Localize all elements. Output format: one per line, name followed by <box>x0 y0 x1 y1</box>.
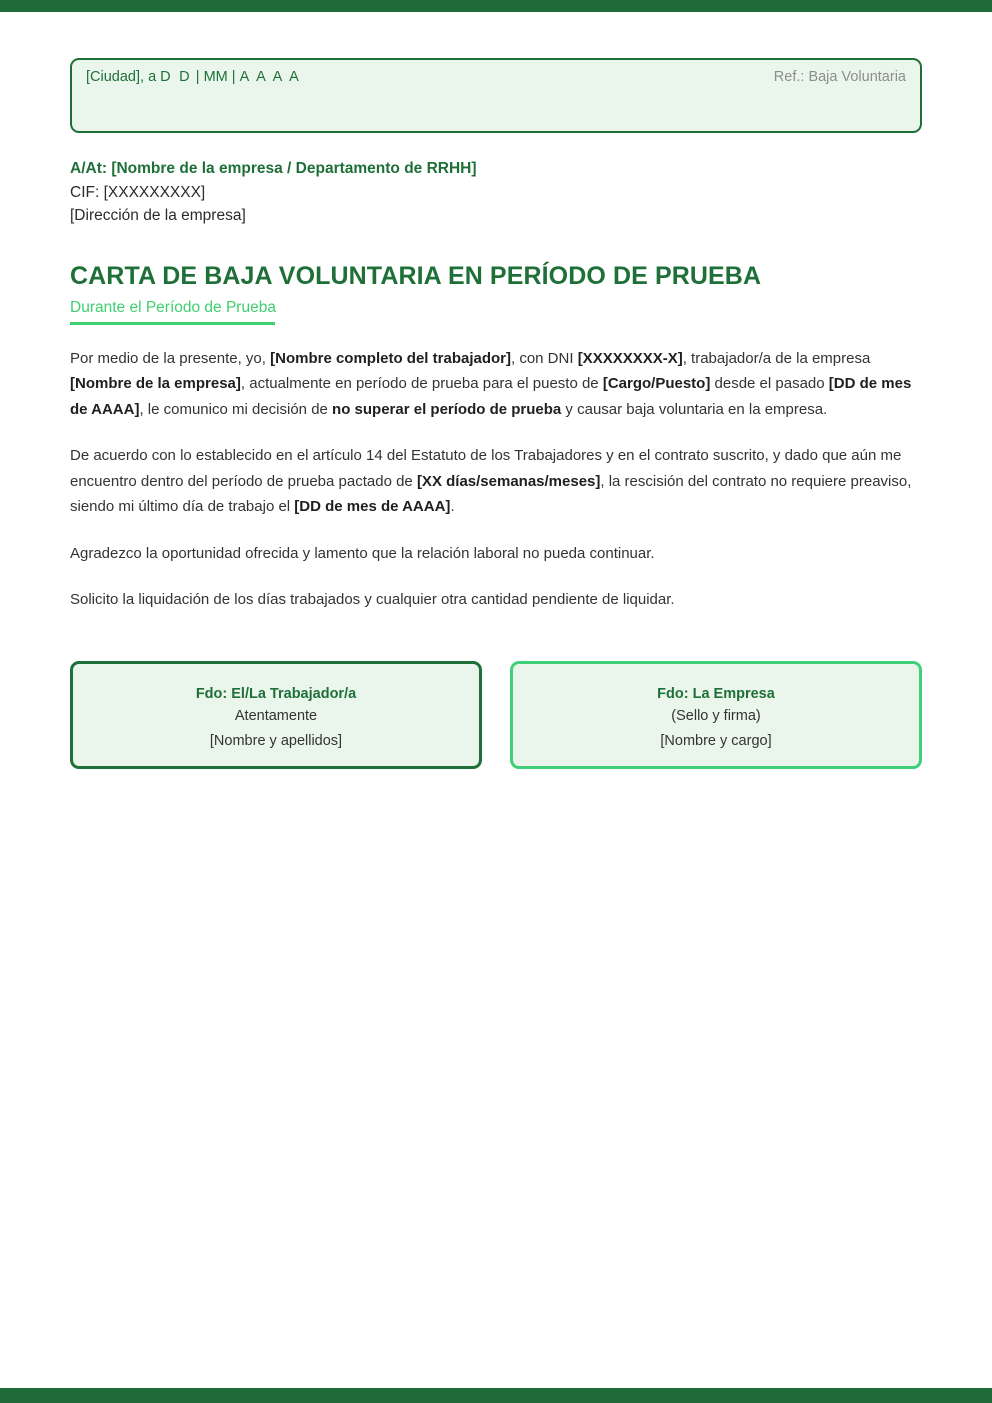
body-text-run: , trabajador/a de la empresa <box>682 349 871 367</box>
body-text-run: Solicito la liquidación de los días trabajados y cualquier otra cantidad pendiente de liquidar. <box>70 591 675 608</box>
body-text-run: y causar baja voluntaria en la empresa. <box>561 400 828 418</box>
signature-company-line-1: (Sello y firma) <box>671 707 761 724</box>
signature-worker-title: Fdo: El/La Trabajador/a <box>195 685 357 702</box>
page-top-bar <box>0 0 992 12</box>
body-text-run: Por medio de la presente, yo, <box>70 349 271 367</box>
page-bottom-bar <box>0 1388 992 1403</box>
placeholder-text: [Nombre completo del trabajador] <box>270 349 511 367</box>
placeholder-text: [Cargo/Puesto] <box>602 375 711 392</box>
letter-body <box>70 346 922 613</box>
placeholder-text: [XXXXXXXX-X] <box>577 349 683 367</box>
recipient-company-line: A/At: [Nombre de la empresa / Departamento de RRHH] <box>70 160 477 177</box>
placeholder-text: [DD de mes de AAAA] <box>294 498 451 515</box>
body-text-run: De acuerdo con lo establecido en el artículo 14 del Estatuto de los Trabajadores y en el contrato suscrito, y dado que aún me encuentro dentro del período de prueba pactado de <box>70 447 902 490</box>
reference-label: Ref.: Baja Voluntaria <box>773 69 906 85</box>
page-subtitle: Durante el Período de Prueba <box>70 298 276 316</box>
body-text-run: , le comunico mi decisión de <box>139 400 333 418</box>
date-separator-2: | <box>227 69 240 85</box>
placeholder-text: [XX días/semanas/meses] <box>416 472 601 490</box>
paragraph-p4 <box>70 587 922 613</box>
page-title: CARTA DE BAJA VOLUNTARIA EN PERÍODO DE PRUEBA <box>70 261 762 290</box>
recipient-address-line: [Dirección de la empresa] <box>70 207 246 224</box>
signature-box-worker <box>70 661 482 769</box>
signature-worker-line-1: Atentamente <box>234 707 318 724</box>
signature-worker-line-2: [Nombre y apellidos] <box>209 732 343 749</box>
date-line <box>86 68 301 86</box>
paragraph-p1 <box>70 346 922 423</box>
placeholder-text: [Nombre de la empresa] <box>70 375 241 392</box>
date-year-placeholder: A A A A <box>239 69 301 85</box>
body-text-run: desde el pasado <box>710 375 829 392</box>
body-text-run: Agradezco la oportunidad ofrecida y lamento que la relación laboral no pueda continuar. <box>70 544 655 562</box>
paragraph-p3 <box>70 541 922 567</box>
signature-company-line-2: [Nombre y cargo] <box>660 732 772 749</box>
date-month-placeholder: MM <box>203 69 228 85</box>
body-text-run: , con DNI <box>511 349 578 367</box>
document-sheet <box>0 12 992 769</box>
date-city-prefix: [Ciudad], a <box>86 69 161 85</box>
body-text-run: . <box>450 498 455 515</box>
body-text-run: , actualmente en período de prueba para el puesto de <box>240 375 603 392</box>
paragraph-p2 <box>70 443 922 520</box>
placeholder-text: [DD de mes de AAAA] <box>70 375 912 418</box>
body-text-run: , la rescisión del contrato no requiere preaviso, siendo mi último día de trabajo el <box>70 472 912 515</box>
subtitle-underline <box>70 322 275 325</box>
recipient-cif-line: CIF: [XXXXXXXXX] <box>70 183 206 201</box>
signature-box-company <box>510 661 922 769</box>
recipient-block <box>70 157 922 228</box>
letter-header-box <box>70 58 922 133</box>
date-day-placeholder: D D <box>160 69 192 85</box>
signature-company-title: Fdo: La Empresa <box>657 685 775 702</box>
placeholder-text: no superar el período de prueba <box>332 400 562 418</box>
document-content <box>70 12 922 769</box>
date-separator-1: | <box>191 69 204 85</box>
signature-row <box>70 661 922 769</box>
